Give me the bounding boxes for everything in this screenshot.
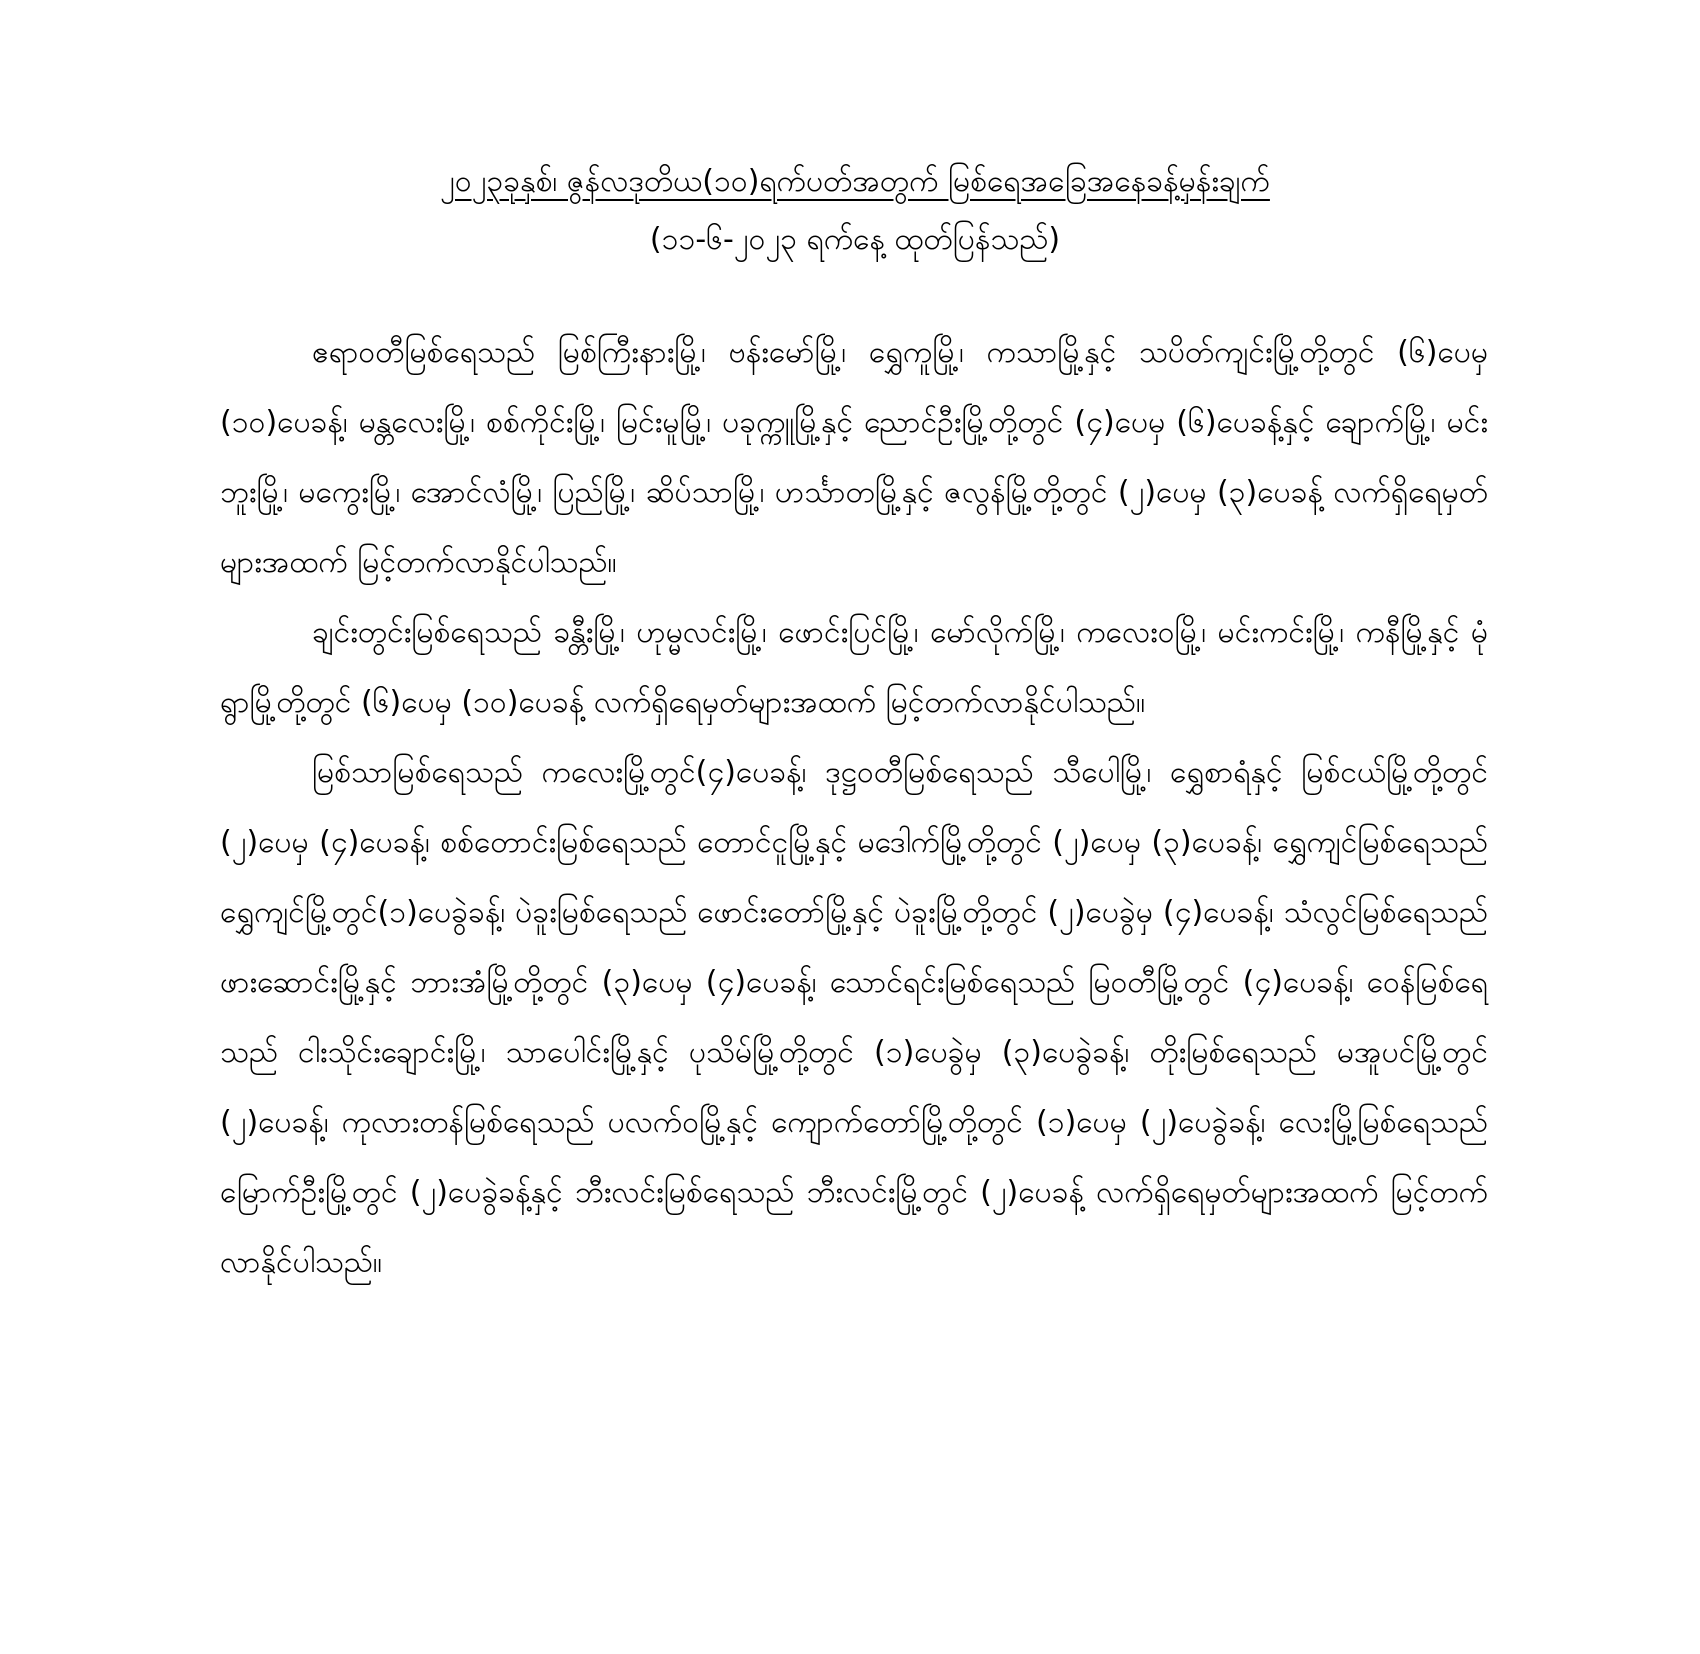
document-body	[220, 318, 1488, 1298]
paragraph-chindwin: ချင်းတွင်းမြစ်ရေသည် ခန္တီးမြို့၊ ဟုမ္မလင်းမြို့၊ ဖောင်းပြင်မြို့၊ မော်လိုက်မြို့၊ ကလေးဝမြို့၊ မင်းကင်းမြို့၊ ကနီမြို့နှင့် မုံရွာမြို့တို့တွင် (၆)ပေမှ (၁၀)ပေခန့် လက်ရှိရေမှတ်များအထက် မြင့်တက်လာနိုင်ပါသည်။	[220, 615, 1488, 720]
paragraph-other-rivers: မြစ်သာမြစ်ရေသည် ကလေးမြို့တွင်(၄)ပေခန့်၊ ဒုဋ္ဌဝတီမြစ်ရေသည် သီပေါမြို့၊ ရွှေစာရံနှင့် မြစ်ငယ်မြို့တို့တွင် (၂)ပေမှ (၄)ပေခန့်၊ စစ်တောင်းမြစ်ရေသည် တောင်ငူမြို့နှင့် မဒေါက်မြို့တို့တွင် (၂)ပေမှ (၃)ပေခန့်၊ ရွှေကျင်မြစ်ရေသည် ရွှေကျင်မြို့တွင်(၁)ပေခွဲခန့်၊ ပဲခူးမြစ်ရေသည် ဖောင်းတော်မြို့နှင့် ပဲခူးမြို့တို့တွင် (၂)ပေခွဲမှ (၄)ပေခန့်၊ သံလွင်မြစ်ရေသည် ဖားဆောင်းမြို့နှင့် ဘားအံမြို့တို့တွင် (၃)ပေမှ (၄)ပေခန့်၊ သောင်ရင်းမြစ်ရေသည် မြဝတီမြို့တွင် (၄)ပေခန့်၊ ဝေန်မြစ်ရေသည် ငါးသိုင်းချောင်းမြို့၊ သာပေါင်းမြို့နှင့် ပုသိမ်မြို့တို့တွင် (၁)ပေခွဲမှ (၃)ပေခွဲခန့်၊ တိုးမြစ်ရေသည် မအူပင်မြို့တွင် (၂)ပေခန့်၊ ကုလားတန်မြစ်ရေသည် ပလက်ဝမြို့နှင့် ကျောက်တော်မြို့တို့တွင် (၁)ပေမှ (၂)ပေခွဲခန့်၊ လေးမြို့မြစ်ရေသည် မြောက်ဦးမြို့တွင် (၂)ပေခွဲခန့်နှင့် ဘီးလင်းမြစ်ရေသည် ဘီးလင်းမြို့တွင် (၂)ပေခန့် လက်ရှိရေမှတ်များအထက် မြင့်တက်လာနိုင်ပါသည်။	[220, 755, 1488, 1280]
document-title: ၂၀၂၃ခုနှစ်၊ ဇွန်လဒုတိယ(၁၀)ရက်ပတ်အတွက် မြစ်ရေအခြေအနေခန့်မှန်းချက်	[440, 164, 1270, 199]
document-subtitle-date: (၁၁-၆-၂၀၂၃ ရက်နေ့ ထုတ်ပြန်သည်)	[649, 222, 1061, 257]
paragraph-ayeyarwady: ဧရာဝတီမြစ်ရေသည် မြစ်ကြီးနားမြို့၊ ဗန်းမော်မြို့၊ ရွှေကူမြို့၊ ကသာမြို့နှင့် သပိတ်ကျင်းမြို့တို့တွင် (၆)ပေမှ (၁၀)ပေခန့်၊ မန္တလေးမြို့၊ စစ်ကိုင်းမြို့၊ မြင်းမူမြို့၊ ပခုက္ကူမြို့နှင့် ညောင်ဦးမြို့တို့တွင် (၄)ပေမှ (၆)ပေခန့်နှင့် ချောက်မြို့၊ မင်းဘူးမြို့၊ မကွေးမြို့၊ အောင်လံမြို့၊ ပြည်မြို့၊ ဆိပ်သာမြို့၊ ဟင်္သာတမြို့နှင့် ဇလွန်မြို့တို့တွင် (၂)ပေမှ (၃)ပေခန့် လက်ရှိရေမှတ်များအထက် မြင့်တက်လာနိုင်ပါသည်။	[220, 335, 1488, 580]
